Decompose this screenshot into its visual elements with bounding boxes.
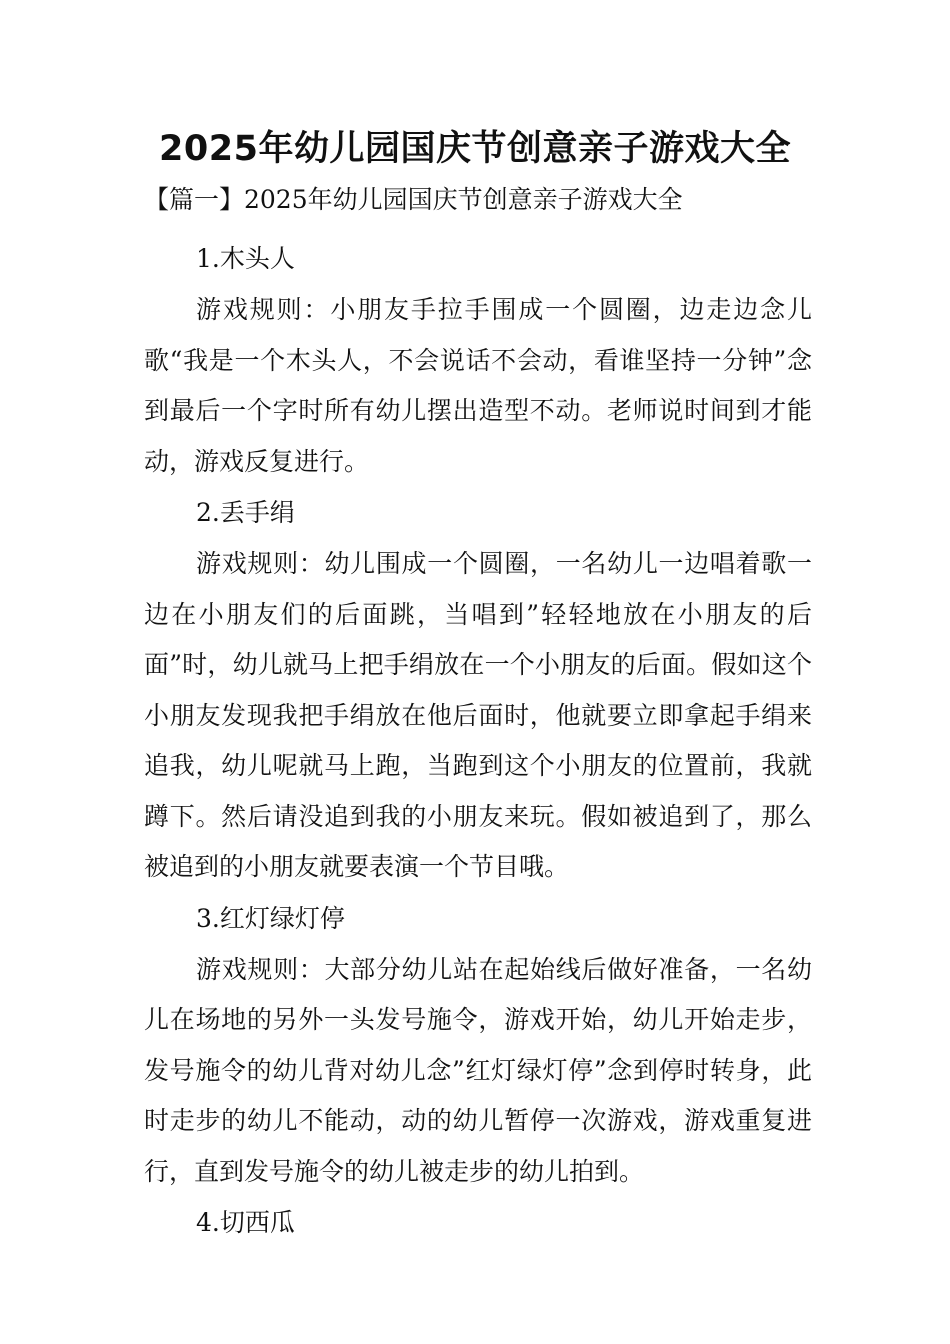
section-heading: 【篇一】2025年幼儿园国庆节创意亲子游戏大全 [144,185,683,214]
document-title: 2025年幼儿园国庆节创意亲子游戏大全 [159,129,791,169]
document-body [144,233,812,1249]
item-heading-1: 1.木头人 [196,244,295,273]
item-heading-4: 4.切西瓜 [196,1208,295,1237]
item-heading-3: 3.红灯绿灯停 [196,903,345,933]
item-rule-1: 游戏规则：小朋友手拉手围成一个圆圈，边走边念儿歌“我是一个木头人，不会说话不会动，看谁坚持一分钟”念到最后一个字时所有幼儿摆出造型不动。老师说时间到才能动，游戏反复进行。 [144,295,812,476]
item-rule-2: 游戏规则：幼儿围成一个圆圈，一名幼儿一边唱着歌一边在小朋友们的后面跳，当唱到”轻轻地放在小朋友的后面”时，幼儿就马上把手绢放在一个小朋友的后面。假如这个小朋友发现我把手绢放在他后面时，他就要立即拿起手绢来追我，幼儿呢就马上跑，当跑到这个小朋友的位置前，我就蹲下。然后请没追到我的小朋友来玩。假如被追到了，那么被追到的小朋友就要表演一个节目哦。 [144,549,812,881]
item-heading-2: 2.丢手绢 [196,498,295,527]
item-rule-3: 游戏规则：大部分幼儿站在起始线后做好准备，一名幼儿在场地的另外一头发号施令，游戏开始，幼儿开始走步，发号施令的幼儿背对幼儿念”红灯绿灯停”念到停时转身，此时走步的幼儿不能动，动的幼儿暂停一次游戏，游戏重复进行，直到发号施令的幼儿被走步的幼儿拍到。 [144,954,812,1186]
